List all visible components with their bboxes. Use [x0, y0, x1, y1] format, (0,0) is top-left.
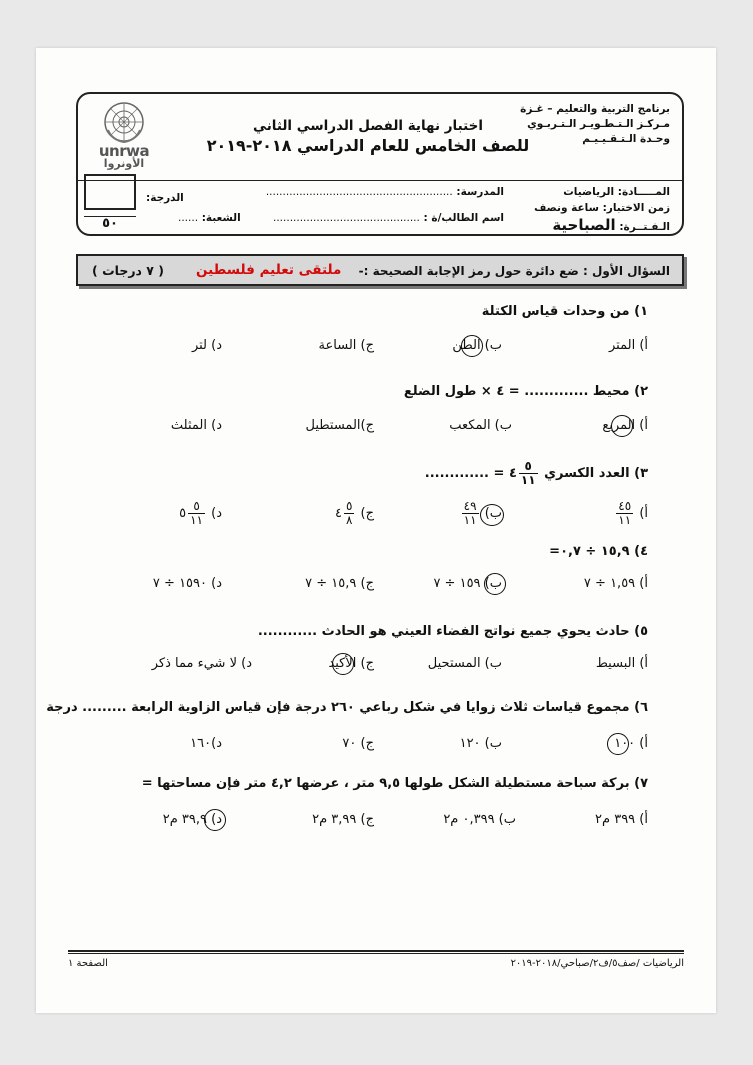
student-blank: ............................................ — [273, 212, 420, 224]
q5-option-b: ب) المستحيل — [427, 656, 502, 671]
q3-option-b-fraction — [462, 500, 479, 527]
q3-option-b-label: ب) — [484, 506, 502, 521]
exam-header — [76, 92, 684, 236]
q2-option-d: د) المثلث — [170, 418, 222, 433]
question-3-stem — [425, 460, 648, 487]
q5-option-a: أ) البسيط — [595, 656, 648, 671]
q2-option-a: أ) المربع — [602, 418, 648, 433]
footer-page-number: الصفحة ١ — [68, 958, 108, 969]
question-2-stem: ٢) محيط ............. = ٤ × طول الضلع — [403, 384, 648, 399]
school-blank: ........................................................ — [265, 186, 453, 198]
school-label: المدرسة: — [456, 186, 504, 198]
q3-option-c-whole: ٤ — [334, 506, 342, 521]
q3-option-a-fraction — [616, 500, 633, 527]
q1-option-c: ج) الساعة — [318, 338, 374, 353]
q4-option-d: د) ١٥٩٠ ÷ ٧ — [152, 576, 222, 591]
question-5-stem: ٥) حادث يحوي جميع نواتج الفضاء العيني هو الحادث ............ — [257, 624, 648, 639]
header-divider — [78, 180, 682, 181]
brand-watermark: ملتقى تعليم فلسطين — [196, 262, 342, 278]
grade-box — [84, 174, 136, 210]
q5-option-c: ج) الأكيد — [328, 656, 374, 671]
period-field — [552, 216, 670, 234]
q3-option-c-fraction — [344, 500, 354, 527]
q3-stem-text: ٣) العدد الكسري — [544, 466, 648, 481]
q3-stem-denominator: ١١ — [520, 473, 536, 487]
q3-option-a-denominator: ١١ — [618, 513, 632, 527]
q6-option-a: أ) ١٠٠ — [614, 736, 648, 751]
section-field — [178, 212, 241, 224]
q3-option-b-denominator: ١١ — [463, 513, 477, 527]
q3-stem-numerator: ٥ — [519, 460, 538, 474]
q3-option-d-label: د) — [211, 506, 222, 521]
question-6-stem: ٦) مجموع قياسات ثلاث زوايا في شكل رباعي ٢٦٠ درجة فإن قياس الزاوية الرابعة ......... درجة — [46, 700, 648, 715]
q1-option-d: د) لتر — [191, 338, 222, 353]
q3-option-a — [498, 500, 648, 527]
question-1-stem: ١) من وحدات قياس الكتلة — [481, 304, 648, 319]
q7-option-b: ب) ٠,٣٩٩ م٢ — [443, 812, 516, 827]
section-label: الشعبة: — [201, 212, 241, 224]
q3-option-d-denominator: ١١ — [190, 513, 203, 527]
logo-text-ar: الأونروا — [103, 157, 145, 170]
q3-option-b-numerator: ٤٩ — [463, 499, 477, 513]
question-section-bar — [76, 254, 684, 286]
q3-option-c — [224, 500, 374, 527]
footer-rule-thin — [68, 953, 684, 954]
q7-option-d: د) ٣٩,٩ م٢ — [162, 812, 222, 827]
time-label: زمن الاختبار: ساعة ونصف — [534, 202, 670, 214]
q2-option-b: ب) المكعب — [449, 418, 512, 433]
q6-answer-circle — [607, 733, 629, 755]
q3-option-d-whole: ٥ — [179, 506, 187, 521]
logo-text-en: unrwa — [98, 142, 150, 160]
exam-page — [36, 48, 716, 1013]
grade-label: الدرجة: — [146, 192, 184, 204]
exam-title: اختبار نهاية الفصل الدراسي الثاني — [253, 118, 483, 134]
q4-answer-circle — [484, 573, 506, 595]
q3-option-c-numerator: ٥ — [345, 499, 353, 513]
student-field — [273, 212, 504, 224]
q1-answer-circle — [461, 335, 483, 357]
q5-answer-circle — [332, 653, 354, 675]
unrwa-logo — [84, 100, 164, 176]
exam-subtitle: للصف الخامس للعام الدراسي ٢٠١٨-٢٠١٩ — [206, 136, 530, 155]
period-label: الـفـتــرة: — [619, 221, 670, 233]
school-field — [266, 186, 504, 198]
q4-option-a: أ) ١,٥٩ ÷ ٧ — [583, 576, 648, 591]
q5-option-d: د) لا شيء مما ذكر — [151, 656, 252, 671]
section-blank: ...... — [178, 212, 199, 224]
q3-option-c-denominator: ٨ — [345, 513, 353, 527]
q6-option-c: ج) ٧٠ — [342, 736, 374, 751]
q3-stem-fraction — [519, 460, 538, 487]
q1-option-b: ب) الطن — [452, 338, 502, 353]
q3-answer-circle — [480, 504, 504, 526]
q7-option-c: ج) ٣,٩٩ م٢ — [312, 812, 374, 827]
section-marks: ( ٧ درجات ) — [92, 263, 165, 278]
q4-option-b: ب) ١٥٩ ÷ ٧ — [433, 576, 502, 591]
q2-answer-circle — [611, 415, 633, 437]
q3-stem-whole: ٤ — [508, 466, 517, 481]
grade-total: ٥٠ — [102, 216, 118, 231]
q3-option-d — [72, 500, 222, 527]
student-label: اسم الطالب/ة : — [423, 212, 504, 224]
org-line-3: وحـدة الـتـقـيـيـم — [582, 133, 670, 145]
org-line-2: مـركـز الـتـطـويـر الـتـربـوي — [527, 118, 670, 130]
q3-option-a-numerator: ٤٥ — [618, 499, 632, 513]
un-emblem-icon — [102, 100, 146, 144]
footer-exam-code: الرياضيات /صف٥/ف٢/صباحي/٢٠١٨-٢٠١٩ — [510, 958, 684, 969]
footer-rule — [68, 950, 684, 952]
q7-answer-circle — [204, 809, 226, 831]
q3-option-a-label: أ) — [639, 506, 648, 521]
question-7-stem: ٧) بركة سباحة مستطيلة الشكل طولها ٩,٥ متر ، عرضها ٤,٢ متر فإن مساحتها = — [141, 776, 648, 791]
period-value: الصباحية — [552, 216, 616, 234]
q3-option-c-label: ج) — [360, 506, 374, 521]
q3-option-d-numerator: ٥ — [188, 500, 205, 514]
question-4-stem: ٤) ١٥,٩ ÷ ٠,٧= — [549, 544, 648, 559]
org-line-1: برنامج التربية والتعليم – غـزة — [520, 103, 670, 115]
q3-option-d-fraction — [188, 500, 205, 527]
q4-option-c: ج) ١٥,٩ ÷ ٧ — [305, 576, 374, 591]
q6-option-b: ب) ١٢٠ — [459, 736, 502, 751]
q3-mixed-number — [504, 459, 539, 487]
section-title: السؤال الأول : ضع دائرة حول رمز الإجابة الصحيحة :- — [358, 264, 670, 278]
q7-option-a: أ) ٣٩٩ م٢ — [595, 812, 648, 827]
q1-option-a: أ) المتر — [609, 338, 648, 353]
q2-option-c: ج)المستطيل — [305, 418, 374, 433]
q6-option-d: د)١٦٠ — [190, 736, 222, 751]
subject-label: المـــــادة: الرياضيات — [563, 186, 670, 198]
q3-stem-blank: = ............. — [424, 466, 505, 481]
